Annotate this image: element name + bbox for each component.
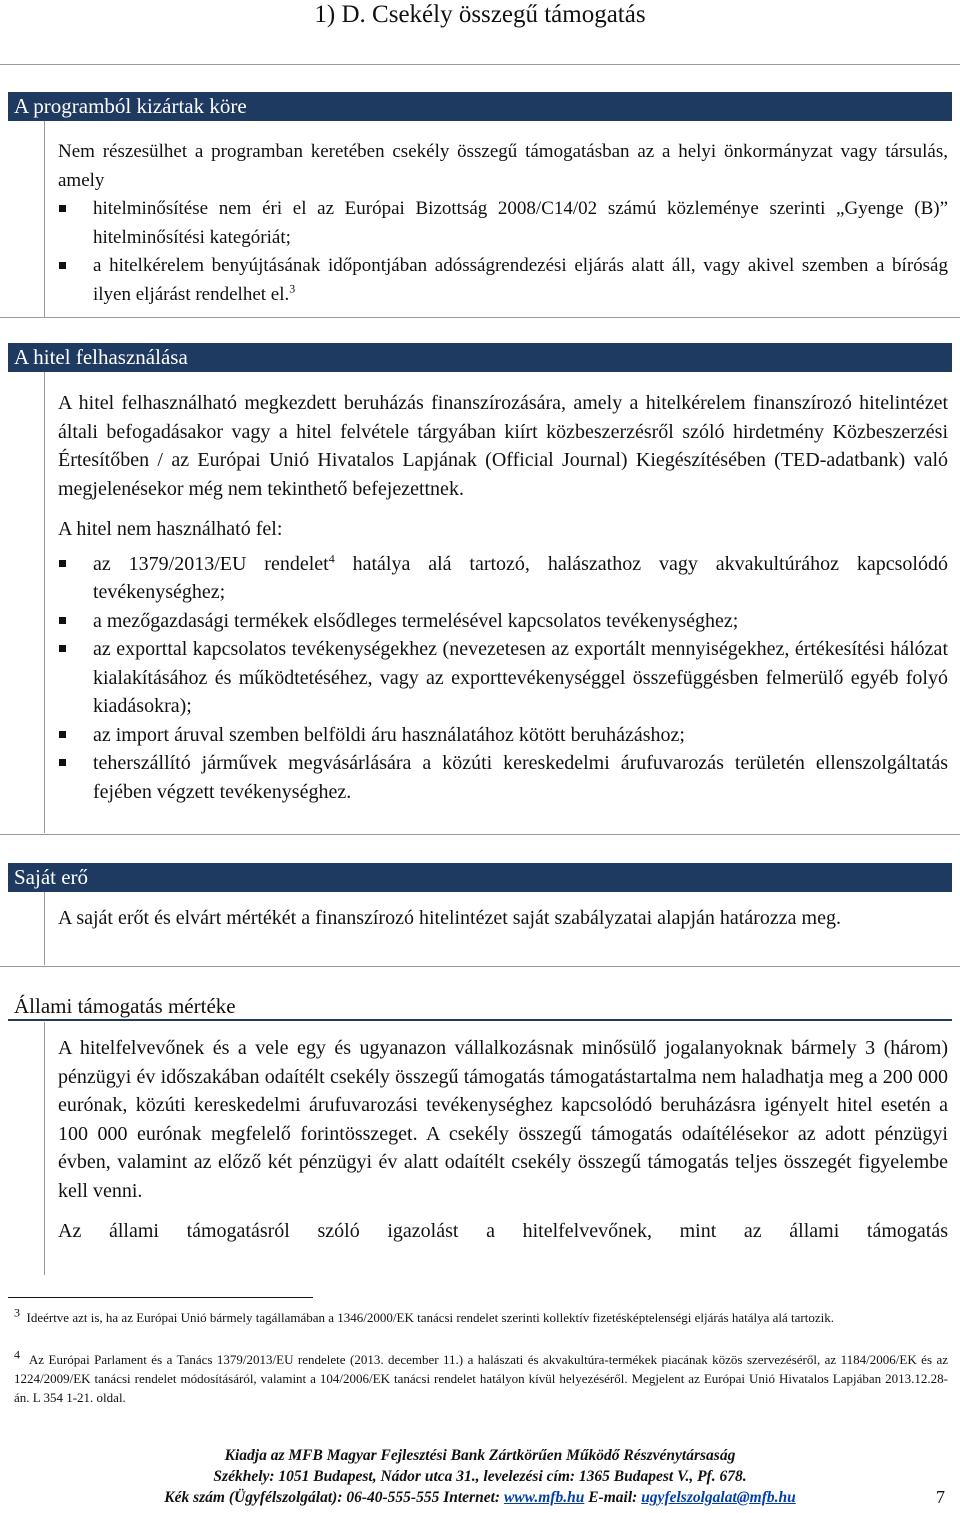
section-rule xyxy=(44,121,45,318)
email-link[interactable]: ugyfelszolgalat@mfb.hu xyxy=(641,1489,796,1506)
title-rule xyxy=(0,64,960,65)
footer-contact xyxy=(0,1487,960,1508)
footnote-number: 4 xyxy=(14,1347,20,1362)
state-aid-partial-line: Az állami támogatásról szóló igazolást a hitelfelvevőnek, mint az állami támogatás xyxy=(58,1220,948,1242)
list-item: teherszállító járművek megvásárlására a közúti kereskedelmi árufuvarozás területén ellenszolgáltatás fejében végzett tevékenységhez. xyxy=(58,749,948,806)
footnote-separator xyxy=(8,1297,313,1298)
list-item: az import áruval szemben belföldi áru használatához kötött beruházáshoz; xyxy=(58,721,948,750)
list-item xyxy=(58,550,948,607)
section-body-excluded xyxy=(58,138,948,309)
intro-paragraph: Nem részesülhet a programban keretében csekély összegű támogatásban az a helyi önkormányzat vagy társulás, amely xyxy=(58,141,948,191)
list-item-text: az 1379/2013/EU rendelet xyxy=(93,552,329,575)
website-link[interactable]: www.mfb.hu xyxy=(503,1489,585,1506)
footnote-number: 3 xyxy=(14,1305,20,1320)
not-usable-label: A hitel nem használható fel: xyxy=(58,518,283,540)
page-footer xyxy=(0,1445,960,1508)
section-rule xyxy=(44,892,45,965)
state-aid-paragraph: A hitelfelvevőnek és a vele egy és ugyanazon vállalkozásnak minősülő jogalanyoknak bármely 3 (három) pénzügyi év időszakában odaítélt csekély összegű támogatás támogatástartalma nem haladhatja meg a 200 000 eurónak, közúti kereskedelmi árufuvarozási tevékenységhez kapcsolódó beruházásra igényelt hitel esetén a 100 000 eurónak megfelelő forintösszeget. A csekély összegű támogatás odaítélésekor az adott pénzügyi évben, valamint az előző két pénzügyi év alatt odaítélt csekély összegű támogatás teljes összegét figyelembe kell venni. xyxy=(58,1037,948,1202)
section-heading-own-funds: Saját erő xyxy=(8,863,952,892)
footer-address: Székhely: 1051 Budapest, Nádor utca 31., levelezési cím: 1365 Budapest V., Pf. 678. xyxy=(213,1468,747,1485)
section-body-state-aid xyxy=(58,1034,948,1246)
footnote-4 xyxy=(14,1347,949,1407)
footer-phone: Kék szám (Ügyfélszolgálat): 06-40-555-555 Internet: xyxy=(164,1489,504,1506)
list-item xyxy=(58,252,948,309)
footnote-text: Az Európai Parlament és a Tanács 1379/2013/EU rendelete (2013. december 11.) a halászati és akvakultúra-termékek piacának közös szervezéséről, az 1184/2006/EK és az 1224/2009/EK tanácsi rendelet módosításáról, valamint a 104/2006/EK tanácsi rendelet hatályon kívül helyezéséről. Megjelent az Európai Unió Hivatalos Lapjában 2013.12.28-án. L 354 1-21. oldal. xyxy=(14,1352,949,1405)
section-heading-state-aid: Állami támogatás mértéke xyxy=(8,992,952,1021)
footnote-ref[interactable]: 4 xyxy=(328,550,335,565)
section-divider xyxy=(0,834,960,835)
section-divider xyxy=(0,317,960,318)
footer-email-label: E-mail: xyxy=(584,1489,642,1506)
page-number: 7 xyxy=(936,1487,945,1507)
section-body-usage xyxy=(58,389,948,806)
footnote-text: Ideértve azt is, ha az Európai Unió bármely tagállamában a 1346/2000/EK tanácsi rendelet szerinti kollektív fizetésképtelenségi eljárás hatálya alá tartozik. xyxy=(26,1310,834,1325)
list-item: a mezőgazdasági termékek elsődleges termelésével kapcsolatos tevékenységhez; xyxy=(58,607,948,636)
section-rule xyxy=(44,372,45,833)
footnote-3 xyxy=(14,1305,948,1327)
footnote-ref[interactable]: 3 xyxy=(289,281,296,296)
list-item: hitelminősítése nem éri el az Európai Bizottság 2008/C14/02 számú közleménye szerinti „Gyenge (B)” hitelminősítési kategóriát; xyxy=(58,195,948,252)
usage-paragraph: A hitel felhasználható megkezdett beruházás finanszírozására, amely a hitelkérelem finanszírozó hitelintézet általi befogadásakor vagy a hitel felvétele tárgyában kiírt közbeszerzésről szóló hirdetmény Közbeszerzési Értesítőben / az Európai Unió Hivatalos Lapjának (Official Journal) Kiegészítésében (TED-adatbank) való megjelenésekor még nem tekinthető befejezettnek. xyxy=(58,392,948,500)
section-heading-excluded: A programból kizártak köre xyxy=(8,92,952,121)
list-item-text: a hitelkérelem benyújtásának időpontjában adósságrendezési eljárás alatt áll, vagy akivel szemben a bíróság ilyen eljárást rendelhet el. xyxy=(93,255,948,305)
section-rule xyxy=(44,1022,45,1275)
list-item-text: hatálya alá tartozó, halászathoz vagy akvakultúrához kapcsolódó tevékenységhez; xyxy=(93,552,948,603)
footer-publisher: Kiadja az MFB Magyar Fejlesztési Bank Zártkörűen Működő Részvénytársaság xyxy=(224,1447,736,1464)
section-divider xyxy=(0,966,960,967)
page-title: 1) D. Csekély összegű támogatás xyxy=(314,1,646,28)
own-funds-paragraph: A saját erőt és elvárt mértékét a finanszírozó hitelintézet saját szabályzatai alapján határozza meg. xyxy=(58,907,841,929)
section-heading-usage: A hitel felhasználása xyxy=(8,343,952,372)
list-item: az exporttal kapcsolatos tevékenységekhez (nevezetesen az exportált mennyiségekhez, értékesítési hálózat kialakításához és működtetéséhez, vagy az exporttevékenységgel összefüggésben felmerülő egyéb folyó kiadásokra); xyxy=(58,635,948,721)
